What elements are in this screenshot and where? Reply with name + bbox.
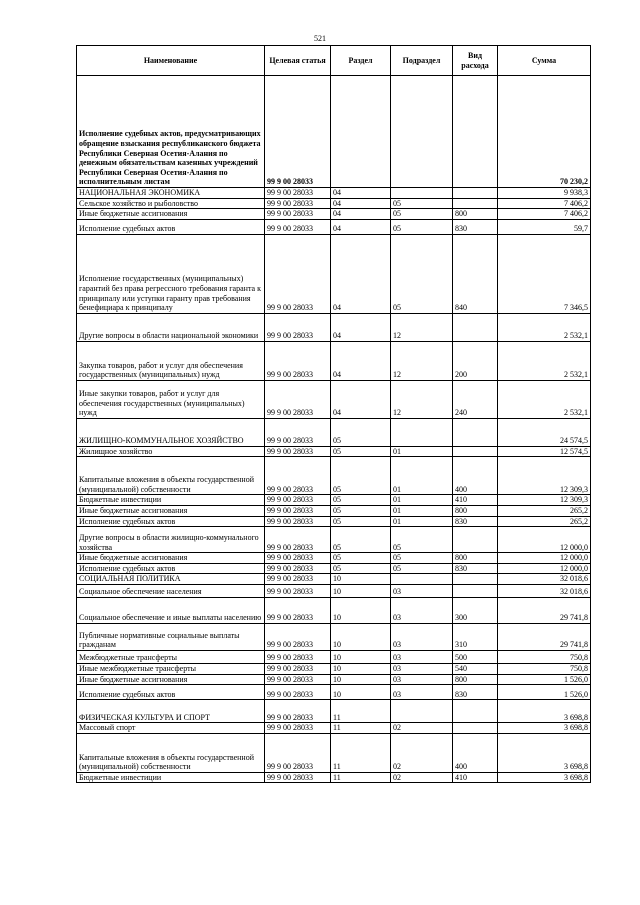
row-type (453, 313, 498, 341)
row-subsection: 01 (391, 505, 453, 516)
row-section: 10 (331, 584, 391, 597)
row-sum: 3 698,8 (498, 700, 591, 723)
row-subsection (391, 574, 453, 585)
row-sum: 12 000,0 (498, 553, 591, 564)
row-name: Межбюджетные трансферты (77, 650, 265, 663)
row-sum: 29 741,8 (498, 597, 591, 623)
row-name: Исполнение судебных актов (77, 516, 265, 527)
row-section: 10 (331, 597, 391, 623)
row-subsection: 12 (391, 313, 453, 341)
row-sum: 59,7 (498, 219, 591, 234)
row-name: НАЦИОНАЛЬНАЯ ЭКОНОМИКА (77, 188, 265, 199)
row-type: 800 (453, 674, 498, 685)
table-row (77, 418, 591, 446)
row-type: 800 (453, 553, 498, 564)
table-row (77, 234, 591, 313)
row-type: 410 (453, 495, 498, 506)
row-type (453, 446, 498, 457)
row-section: 04 (331, 198, 391, 209)
row-type (453, 584, 498, 597)
table-row (77, 198, 591, 209)
row-type: 800 (453, 505, 498, 516)
row-type (453, 700, 498, 723)
table-row (77, 553, 591, 564)
row-name: Жилищное хозяйство (77, 446, 265, 457)
row-sum: 7 406,2 (498, 209, 591, 220)
row-subsection: 01 (391, 516, 453, 527)
table-row (77, 188, 591, 199)
row-type: 830 (453, 563, 498, 574)
row-code: 99 9 00 28033 (265, 674, 331, 685)
row-subsection: 03 (391, 650, 453, 663)
table-row (77, 674, 591, 685)
row-type: 410 (453, 772, 498, 783)
row-sum: 24 574,5 (498, 418, 591, 446)
row-sum: 12 574,5 (498, 446, 591, 457)
row-name: Исполнение судебных актов, предусматривающих обращение взыскания республиканского бюджета Республики Северная Осетия-Алания по денежным обязательствам казенных учреждений Республики Северная Осетия-Алания по исполнительным листам (77, 76, 265, 188)
table-row (77, 685, 591, 700)
table-row (77, 650, 591, 663)
row-code: 99 9 00 28033 (265, 516, 331, 527)
row-name: Бюджетные инвестиции (77, 495, 265, 506)
row-sum: 12 000,0 (498, 563, 591, 574)
row-name: Иные бюджетные ассигнования (77, 553, 265, 564)
row-section: 05 (331, 563, 391, 574)
row-name: Другие вопросы в области национальной экономики (77, 313, 265, 341)
row-code: 99 9 00 28033 (265, 219, 331, 234)
row-sum: 12 309,3 (498, 495, 591, 506)
row-section: 11 (331, 723, 391, 734)
row-section: 05 (331, 527, 391, 553)
row-sum: 2 532,1 (498, 380, 591, 418)
row-code: 99 9 00 28033 (265, 663, 331, 674)
row-type: 500 (453, 650, 498, 663)
row-section: 10 (331, 623, 391, 650)
row-type (453, 723, 498, 734)
row-sum: 1 526,0 (498, 674, 591, 685)
row-code: 99 9 00 28033 (265, 457, 331, 495)
row-sum: 265,2 (498, 516, 591, 527)
table-row (77, 495, 591, 506)
header-subsection: Подраздел (391, 46, 453, 76)
row-type: 540 (453, 663, 498, 674)
row-code: 99 9 00 28033 (265, 563, 331, 574)
row-sum: 2 532,1 (498, 341, 591, 380)
row-code: 99 9 00 28033 (265, 76, 331, 188)
row-section: 11 (331, 772, 391, 783)
table-body (77, 76, 591, 783)
row-code: 99 9 00 28033 (265, 723, 331, 734)
row-sum: 12 309,3 (498, 457, 591, 495)
row-section: 04 (331, 234, 391, 313)
row-section: 10 (331, 574, 391, 585)
row-code: 99 9 00 28033 (265, 527, 331, 553)
row-sum: 1 526,0 (498, 685, 591, 700)
row-type: 200 (453, 341, 498, 380)
table-row (77, 563, 591, 574)
row-name: Иные бюджетные ассигнования (77, 674, 265, 685)
row-code: 99 9 00 28033 (265, 198, 331, 209)
row-section: 04 (331, 219, 391, 234)
row-name: Сельское хозяйство и рыболовство (77, 198, 265, 209)
row-subsection: 05 (391, 198, 453, 209)
header-section: Раздел (331, 46, 391, 76)
row-section: 11 (331, 733, 391, 772)
row-subsection: 03 (391, 584, 453, 597)
row-sum: 29 741,8 (498, 623, 591, 650)
row-section: 04 (331, 341, 391, 380)
row-name: Социальное обеспечение населения (77, 584, 265, 597)
table-row (77, 623, 591, 650)
table-row (77, 772, 591, 783)
row-name: Массовый спорт (77, 723, 265, 734)
row-section: 04 (331, 209, 391, 220)
table-row (77, 663, 591, 674)
row-subsection: 12 (391, 341, 453, 380)
table-row (77, 76, 591, 188)
row-code: 99 9 00 28033 (265, 446, 331, 457)
row-name: Социальное обеспечение и иные выплаты населению (77, 597, 265, 623)
row-subsection: 05 (391, 209, 453, 220)
table-row (77, 380, 591, 418)
row-type (453, 188, 498, 199)
row-subsection: 12 (391, 380, 453, 418)
row-code: 99 9 00 28033 (265, 209, 331, 220)
row-subsection: 05 (391, 527, 453, 553)
table-row (77, 446, 591, 457)
row-subsection: 02 (391, 723, 453, 734)
row-name: Исполнение судебных актов (77, 219, 265, 234)
row-code: 99 9 00 28033 (265, 380, 331, 418)
row-name: Иные бюджетные ассигнования (77, 505, 265, 516)
row-type (453, 527, 498, 553)
row-subsection: 03 (391, 674, 453, 685)
table-row (77, 597, 591, 623)
row-code: 99 9 00 28033 (265, 584, 331, 597)
row-type (453, 418, 498, 446)
row-subsection: 01 (391, 446, 453, 457)
row-section (331, 76, 391, 188)
row-section: 10 (331, 674, 391, 685)
row-name: ЖИЛИЩНО-КОММУНАЛЬНОЕ ХОЗЯЙСТВО (77, 418, 265, 446)
row-subsection: 05 (391, 553, 453, 564)
row-name: Иные бюджетные ассигнования (77, 209, 265, 220)
row-subsection (391, 76, 453, 188)
row-code: 99 9 00 28033 (265, 313, 331, 341)
row-code: 99 9 00 28033 (265, 650, 331, 663)
row-type: 830 (453, 516, 498, 527)
page-number: 521 (314, 34, 326, 43)
row-section: 05 (331, 446, 391, 457)
row-type (453, 574, 498, 585)
table-row (77, 341, 591, 380)
row-section: 05 (331, 457, 391, 495)
row-subsection (391, 700, 453, 723)
row-name: Капитальные вложения в объекты государственной (муниципальной) собственности (77, 457, 265, 495)
row-sum: 32 018,6 (498, 584, 591, 597)
row-name: Публичные нормативные социальные выплаты гражданам (77, 623, 265, 650)
row-subsection: 02 (391, 733, 453, 772)
row-subsection (391, 188, 453, 199)
row-section: 04 (331, 313, 391, 341)
row-name: Бюджетные инвестиции (77, 772, 265, 783)
row-sum: 7 406,2 (498, 198, 591, 209)
table-row (77, 527, 591, 553)
table-row (77, 574, 591, 585)
row-code: 99 9 00 28033 (265, 733, 331, 772)
row-type: 800 (453, 209, 498, 220)
row-sum: 2 532,1 (498, 313, 591, 341)
row-code: 99 9 00 28033 (265, 505, 331, 516)
row-section: 10 (331, 663, 391, 674)
row-code: 99 9 00 28033 (265, 700, 331, 723)
row-sum: 32 018,6 (498, 574, 591, 585)
row-code: 99 9 00 28033 (265, 234, 331, 313)
table-row (77, 505, 591, 516)
row-code: 99 9 00 28033 (265, 418, 331, 446)
row-sum: 3 698,8 (498, 772, 591, 783)
row-code: 99 9 00 28033 (265, 597, 331, 623)
row-sum: 70 230,2 (498, 76, 591, 188)
row-sum: 7 346,5 (498, 234, 591, 313)
row-section: 04 (331, 188, 391, 199)
row-type: 400 (453, 733, 498, 772)
row-name: Капитальные вложения в объекты государственной (муниципальной) собственности (77, 733, 265, 772)
row-subsection: 01 (391, 495, 453, 506)
table-row (77, 733, 591, 772)
row-section: 10 (331, 685, 391, 700)
row-section: 04 (331, 380, 391, 418)
row-section: 05 (331, 516, 391, 527)
table-row (77, 584, 591, 597)
row-type: 300 (453, 597, 498, 623)
row-subsection: 01 (391, 457, 453, 495)
row-type (453, 198, 498, 209)
table-row (77, 209, 591, 220)
row-sum: 750,8 (498, 650, 591, 663)
row-subsection: 05 (391, 219, 453, 234)
row-sum: 265,2 (498, 505, 591, 516)
row-name: ФИЗИЧЕСКАЯ КУЛЬТУРА И СПОРТ (77, 700, 265, 723)
row-name: Иные закупки товаров, работ и услуг для обеспечения государственных (муниципальных) нужд (77, 380, 265, 418)
row-type: 830 (453, 685, 498, 700)
row-sum: 12 000,0 (498, 527, 591, 553)
row-subsection: 03 (391, 597, 453, 623)
row-name: Исполнение судебных актов (77, 685, 265, 700)
row-name: Закупка товаров, работ и услуг для обеспечения государственных (муниципальных) нужд (77, 341, 265, 380)
row-subsection: 03 (391, 685, 453, 700)
row-type: 310 (453, 623, 498, 650)
row-type: 830 (453, 219, 498, 234)
row-sum: 750,8 (498, 663, 591, 674)
row-code: 99 9 00 28033 (265, 188, 331, 199)
budget-table (76, 45, 591, 783)
row-section: 05 (331, 418, 391, 446)
table-header (77, 46, 591, 76)
row-name: СОЦИАЛЬНАЯ ПОЛИТИКА (77, 574, 265, 585)
row-section: 05 (331, 553, 391, 564)
header-type: Вид расхода (453, 46, 498, 76)
row-code: 99 9 00 28033 (265, 574, 331, 585)
table-row (77, 313, 591, 341)
row-section: 10 (331, 650, 391, 663)
row-section: 05 (331, 505, 391, 516)
row-code: 99 9 00 28033 (265, 341, 331, 380)
row-section: 05 (331, 495, 391, 506)
header-name: Наименование (77, 46, 265, 76)
header-code: Целевая статья (265, 46, 331, 76)
row-code: 99 9 00 28033 (265, 685, 331, 700)
table-row (77, 723, 591, 734)
row-sum: 3 698,8 (498, 733, 591, 772)
row-subsection (391, 418, 453, 446)
row-name: Исполнение государственных (муниципальных) гарантий без права регрессного требования гаранта к принципалу или уступки гаранту прав требования бенефициара к принципалу (77, 234, 265, 313)
row-sum: 3 698,8 (498, 723, 591, 734)
row-sum: 9 938,3 (498, 188, 591, 199)
row-code: 99 9 00 28033 (265, 623, 331, 650)
header-sum: Сумма (498, 46, 591, 76)
row-code: 99 9 00 28033 (265, 495, 331, 506)
row-section: 11 (331, 700, 391, 723)
row-code: 99 9 00 28033 (265, 553, 331, 564)
table-row (77, 457, 591, 495)
row-type: 840 (453, 234, 498, 313)
row-subsection: 03 (391, 623, 453, 650)
row-type: 240 (453, 380, 498, 418)
table-row (77, 219, 591, 234)
row-subsection: 03 (391, 663, 453, 674)
table-row (77, 516, 591, 527)
table-row (77, 700, 591, 723)
row-subsection: 02 (391, 772, 453, 783)
row-subsection: 05 (391, 234, 453, 313)
row-name: Другие вопросы в области жилищно-коммунального хозяйства (77, 527, 265, 553)
row-name: Иные межбюджетные трансферты (77, 663, 265, 674)
row-type: 400 (453, 457, 498, 495)
row-code: 99 9 00 28033 (265, 772, 331, 783)
row-name: Исполнение судебных актов (77, 563, 265, 574)
row-type (453, 76, 498, 188)
row-subsection: 05 (391, 563, 453, 574)
